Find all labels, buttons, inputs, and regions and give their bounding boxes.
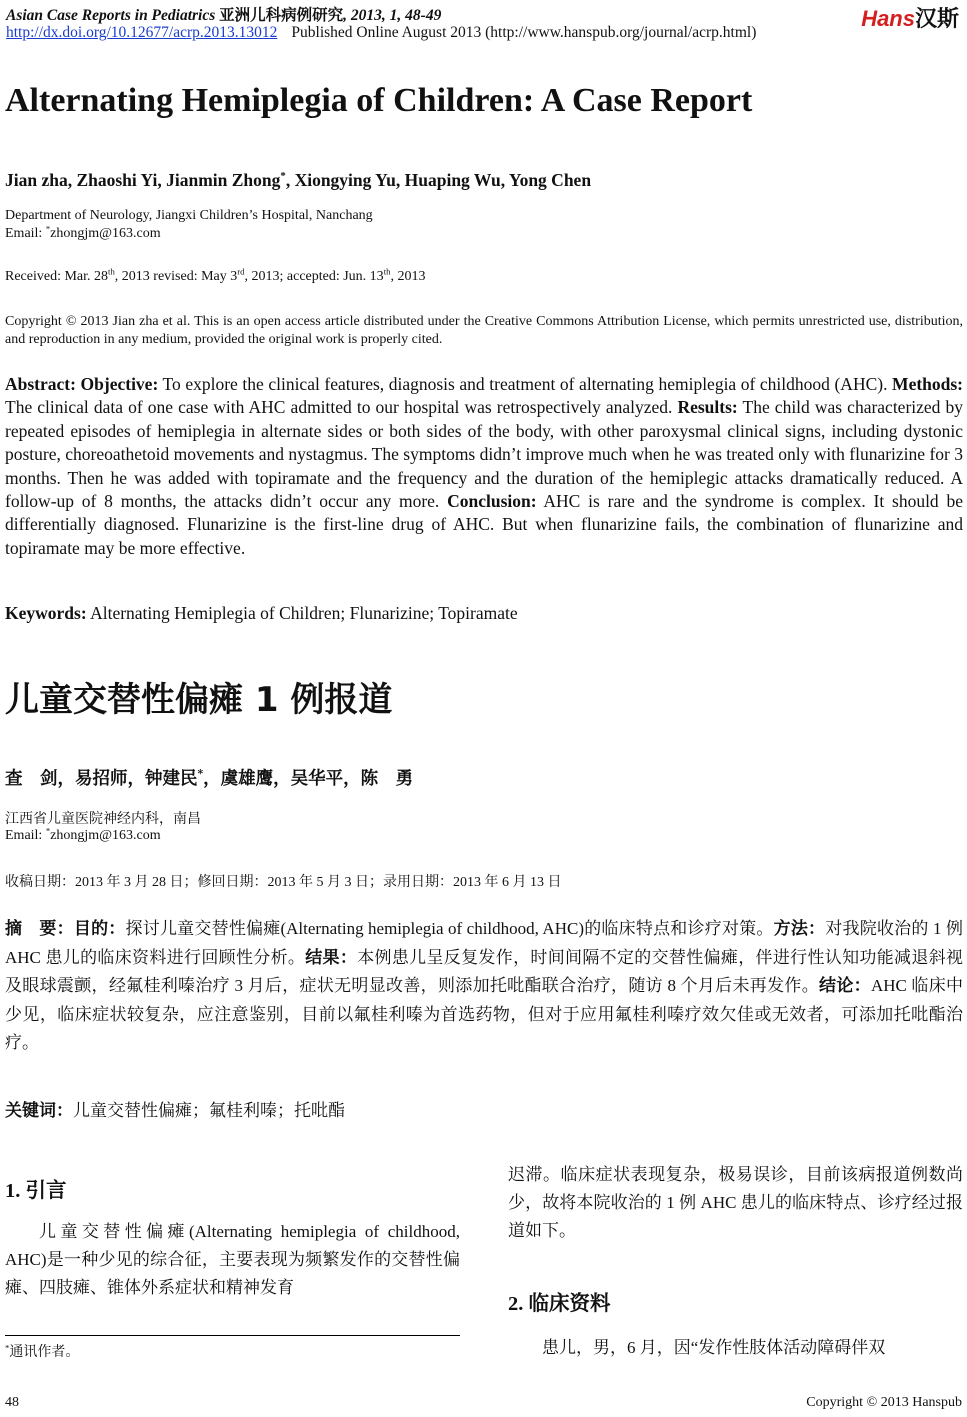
authors-first: Jian zha, Zhaoshi Yi, Jianmin Zhong (5, 170, 281, 190)
section-number: 1. (5, 1180, 21, 1202)
published-online: Published Online August 2013 (http://www.hanspub.org/journal/acrp.html) (291, 24, 757, 41)
received-dates (5, 266, 426, 285)
intro-paragraph-continued: 迟滞。临床症状表现复杂，极易误诊，目前该病报道例数尚少，故将本院收治的 1 例 AHC 患儿的临床特点、诊疗经过报道如下。 (508, 1165, 963, 1240)
journal-header (6, 3, 441, 25)
paper-title-cn: 儿童交替性偏瘫 1 例报道 (5, 680, 393, 720)
abstract-cn (5, 915, 963, 1057)
keywords-label: Keywords: (5, 603, 87, 623)
objective-text-cn: 探讨儿童交替性偏瘫(Alternating hemiplegia of childhood, AHC)的临床特点和诊疗对策。 (125, 919, 774, 938)
methods-text: The clinical data of one case with AHC admitted to our hospital was retrospectively analyzed. (5, 397, 673, 418)
keywords-en (5, 603, 518, 624)
footnote-divider (5, 1335, 460, 1336)
author-list (5, 170, 591, 191)
accepted-text: , 2013; accepted: Jun. 13 (244, 269, 384, 284)
abstract-label-cn: 摘 要： (5, 919, 74, 939)
journal-citation: , 2013, 1, 48-49 (343, 7, 442, 24)
results-text: The child was characterized by repeated episodes of hemiplegia in alternate sides or both sides of the body, with other paroxysmal clinical signs, including dystonic posture, choreoathetoid movements and nystagmus. The symptoms didn’t improve much when he was treated only with flunarizine for 3 months. Then he was added with topiramate and the frequency and the duration of the hemiplegic attacks dramatically reduced. A follow-up of 8 months, the attacks didn’t occur any more. (5, 397, 964, 512)
author-list-cn (5, 765, 413, 790)
corresponding-mark: * (280, 170, 286, 183)
email-label-cn: Email: (5, 828, 46, 843)
objective-label: Objective: (80, 374, 159, 394)
paper-title: Alternating Hemiplegia of Children: A Case Report (5, 82, 753, 119)
methods-label: Methods: (892, 374, 964, 394)
email-line (5, 223, 161, 242)
authors-rest: , Xiongying Yu, Huaping Wu, Yong Chen (285, 170, 592, 190)
section-title: 引言 (25, 1178, 67, 1202)
email-address: zhongjm@163.com (50, 226, 161, 241)
abstract-en (5, 373, 963, 560)
affiliation: Department of Neurology, Jiangxi Children’s Hospital, Nanchang (5, 208, 373, 223)
objective-label-cn: 目的： (73, 919, 126, 939)
ordinal-sup: th (383, 266, 391, 277)
affiliation-cn: 江西省儿童医院神经内科，南昌 (5, 812, 201, 827)
section-number: 2. (508, 1293, 524, 1315)
email-address-cn: zhongjm@163.com (50, 828, 161, 843)
results-label-cn: 结果： (305, 947, 358, 968)
section-title: 临床资料 (528, 1291, 611, 1315)
methods-label-cn: 方法： (773, 919, 826, 939)
results-label: Results: (677, 397, 738, 418)
keywords-cn (5, 1096, 345, 1121)
keywords-text: Alternating Hemiplegia of Children; Flunarizine; Topiramate (90, 603, 518, 623)
email-mark: * (45, 223, 51, 234)
authors-cn-rest: ，虞雄鹰，吴华平，陈 勇 (203, 769, 414, 789)
footnote-text: 通讯作者。 (9, 1345, 80, 1360)
revised-text: , 2013 revised: May 3 (114, 269, 238, 284)
intro-paragraph: 儿童交替性偏瘫(Alternating hemiplegia of childhood, AHC)是一种少见的综合征，主要表现为频繁发作的交替性偏瘫、四肢瘫、锥体外系症状和精神发育 (5, 1222, 460, 1297)
year-text: , 2013 (390, 269, 426, 284)
ordinal-sup: th (108, 266, 115, 277)
copyright-notice: Copyright © 2013 Jian zha et al. This is an open access article distributed under the Creative Commons Attribution License, which permits unrestricted use, distribution, and reproduction in any medium, provided the original work is properly cited. (5, 314, 963, 347)
keywords-label-cn: 关键词： (5, 1101, 73, 1121)
doi-link[interactable]: http://dx.doi.org/10.12677/acrp.2013.13012 (6, 24, 278, 41)
conclusion-text-cn: AHC 临床中少见，临床症状较复杂，应注意鉴别，目前以氟桂利嗪为首选药物，但对于应用氟桂利嗪疗效欠佳或无效者，可添加托吡酯治疗。 (5, 976, 963, 1052)
section-heading-clinical-data (508, 1286, 611, 1316)
journal-name-cn: 亚洲儿科病例研究 (219, 7, 344, 24)
footer-copyright: Copyright © 2013 Hanspub (806, 1395, 962, 1410)
clinical-data-paragraph: 患儿，男，6 月，因“发作性肢体活动障碍伴双 (542, 1338, 886, 1357)
journal-name-en: Asian Case Reports in Pediatrics (6, 7, 216, 24)
doi-line (6, 24, 756, 42)
email-mark-cn: * (45, 825, 51, 836)
abstract-label: Abstract: (5, 374, 76, 394)
section-heading-introduction (5, 1173, 67, 1203)
received-dates-cn: 收稿日期：2013 年 3 月 28 日；修回日期：2013 年 5 月 3 日；录用日期：2013 年 6 月 13 日 (5, 875, 562, 890)
methods-text-cn: 对我院收治的 1 例 AHC 患儿的临床资料进行回顾性分析。 (5, 919, 964, 967)
footnote (5, 1341, 79, 1361)
results-text-cn: 本例患儿呈反复发作，时间间隔不定的交替性偏瘫，伴进行性认知功能减退斜视及眼球震颤，经氟桂利嗪治疗 3 月后，症状无明显改善，则添加托吡酯联合治疗，随访 8 个月后未再发作。 (5, 947, 964, 996)
email-line-cn (5, 825, 161, 844)
conclusion-label: Conclusion: (447, 491, 537, 512)
received-text: Received: Mar. 28 (5, 269, 109, 284)
footnote-mark: * (5, 1342, 10, 1353)
ordinal-sup: rd (237, 266, 245, 277)
hanspub-logo (861, 2, 959, 33)
page-number: 48 (5, 1395, 19, 1410)
logo-latin: Hans (861, 6, 915, 31)
authors-cn-first: 查 剑，易招师，钟建民 (5, 769, 198, 789)
conclusion-text: AHC is rare and the syndrome is complex. It should be differentially diagnosed. Flunarizine is the first-line drug of AHC. But when flunarizine fails, the combination of flunarizine and topiramate may be more effective. (5, 491, 963, 558)
email-label: Email: (5, 226, 46, 241)
keywords-text-cn: 儿童交替性偏瘫；氟桂利嗪；托吡酯 (73, 1101, 345, 1120)
corresponding-mark-cn: * (197, 767, 204, 781)
conclusion-label-cn: 结论： (819, 976, 871, 997)
objective-text: To explore the clinical features, diagnosis and treatment of alternating hemiplegia of childhood (AHC). (162, 374, 888, 394)
logo-cn: 汉斯 (914, 6, 959, 31)
